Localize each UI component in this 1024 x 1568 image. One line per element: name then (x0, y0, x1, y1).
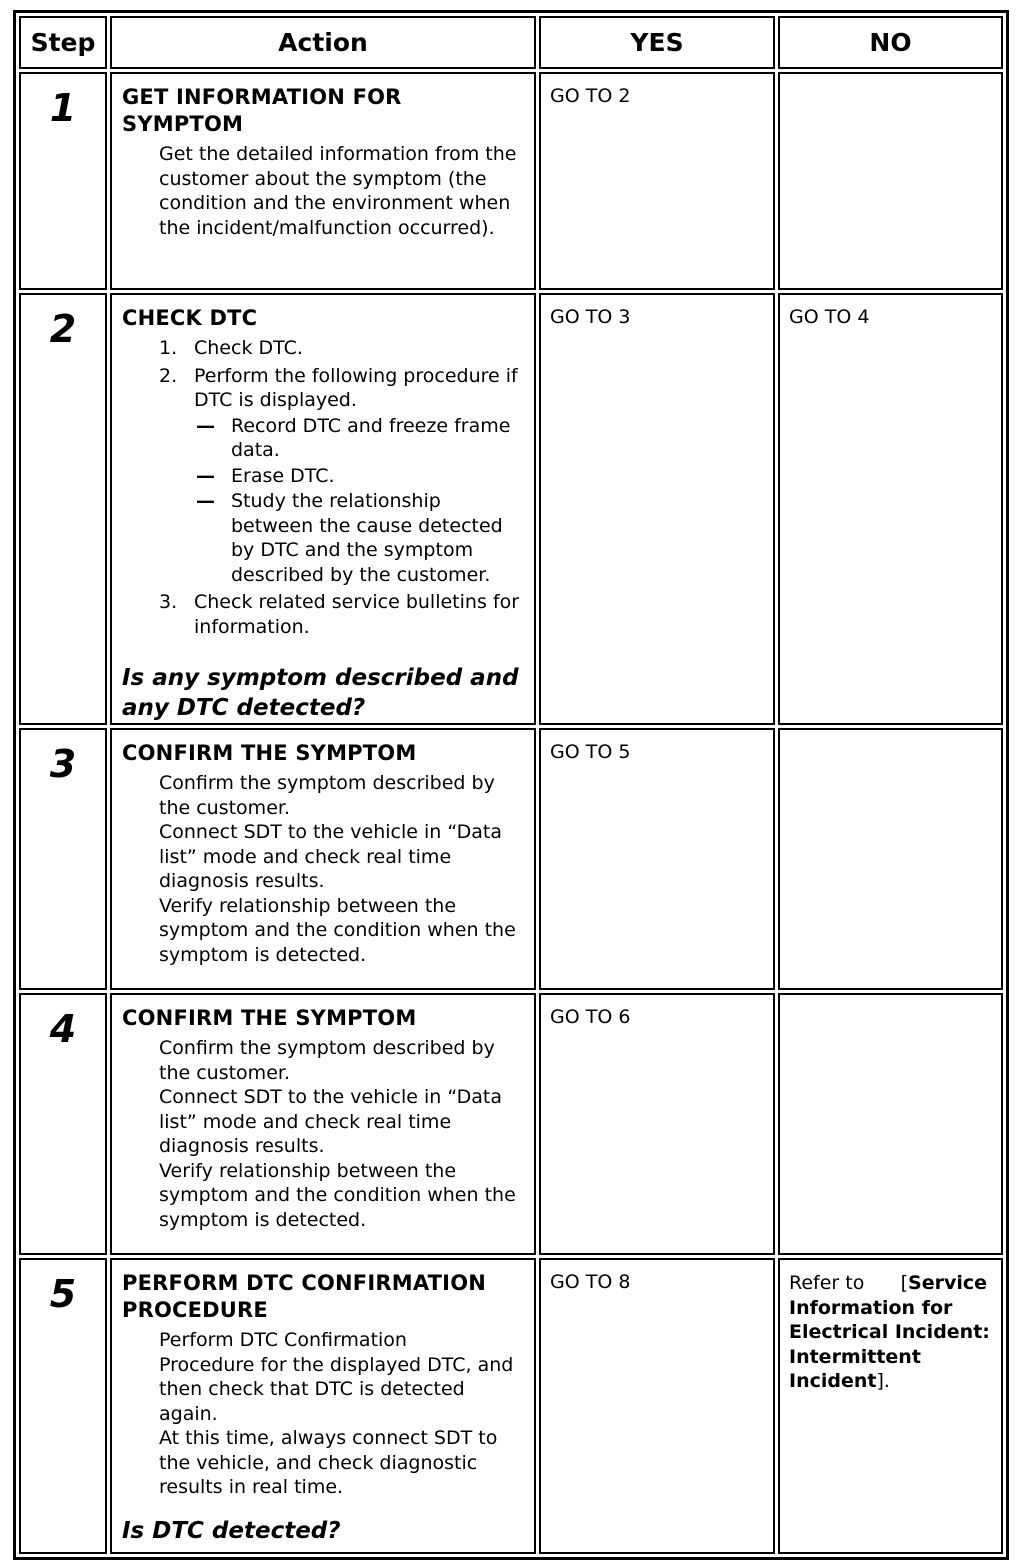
yes-cell: GO TO 8 (539, 1258, 775, 1554)
question-text: Is any symptom described and any DTC detected? (122, 665, 519, 721)
sub-item-text: Study the relationship between the cause detected by DTC and the symptom described by the customer. (231, 490, 503, 586)
action-line: Perform DTC Confirmation (159, 1329, 407, 1351)
action-line: Get the detailed information from the customer about the symptom (the condition and the environment when the incident/malfunction occurred). (159, 143, 517, 239)
action-text (159, 142, 524, 240)
sub-item (194, 464, 524, 489)
action-cell (110, 728, 536, 990)
yes-cell: GO TO 6 (539, 993, 775, 1255)
no-cell (778, 72, 1003, 290)
no-cell (778, 1258, 1003, 1554)
item-number: 3. (159, 591, 178, 613)
action-cell (110, 293, 536, 725)
yes-cell: GO TO 3 (539, 293, 775, 725)
table-row (19, 993, 1003, 1255)
item-text: Check related service bulletins for information. (194, 591, 520, 638)
list-item (159, 590, 524, 639)
action-cell (110, 1258, 536, 1554)
question-text: Is DTC detected? (122, 1517, 341, 1544)
table-row (19, 72, 1003, 290)
table-row (19, 1258, 1003, 1554)
action-line: Connect SDT to the vehicle in “Data list” mode and check real time diagnosis results. (159, 821, 502, 892)
action-title: PERFORM DTC CONFIRMATION PROCEDURE (122, 1271, 487, 1322)
dash-mark: — (196, 414, 215, 437)
header-row (19, 16, 1003, 69)
action-text (159, 1036, 524, 1232)
step-number: 1 (19, 72, 107, 290)
no-cell (778, 728, 1003, 990)
dash-mark: — (196, 490, 215, 512)
sub-item (194, 489, 524, 587)
step-number: 3 (19, 728, 107, 990)
yes-cell: GO TO 2 (539, 72, 775, 290)
item-number: 2. (159, 364, 178, 387)
reference-link[interactable]: Service Information for Electrical Incident: Intermittent Incident (789, 1272, 990, 1392)
reference-prefix: Refer to (789, 1272, 865, 1294)
action-text (159, 1328, 524, 1500)
reference-close: ]. (876, 1370, 890, 1392)
list-item (159, 364, 524, 588)
header-step: Step (19, 16, 107, 69)
dash-mark: — (196, 464, 215, 487)
action-cell (110, 72, 536, 290)
step-number: 4 (19, 993, 107, 1255)
action-line: Verify relationship between the symptom and the condition when the symptom is detected. (159, 894, 516, 966)
action-line: Confirm the symptom described by the customer. (159, 1037, 495, 1084)
header-yes: YES (539, 16, 775, 69)
action-title: GET INFORMATION FOR SYMPTOM (122, 85, 402, 136)
table-row (19, 728, 1003, 990)
action-line: At this time, always connect SDT to the vehicle, and check diagnostic results in real time. (159, 1427, 498, 1498)
action-line: Procedure for the displayed DTC, and then check that DTC is detected again. (159, 1353, 514, 1425)
item-number: 1. (159, 337, 178, 359)
no-cell: GO TO 4 (778, 293, 1003, 725)
step-number: 2 (19, 293, 107, 725)
procedure-list (122, 336, 524, 639)
diagnosis-table (13, 10, 1009, 1560)
action-title: CHECK DTC (122, 306, 258, 330)
action-title: CONFIRM THE SYMPTOM (122, 741, 417, 765)
sub-list (194, 414, 524, 588)
action-line: Verify relationship between the symptom and the condition when the symptom is detected. (159, 1159, 516, 1231)
reference-open: [ (900, 1272, 909, 1294)
action-line: Connect SDT to the vehicle in “Data list” mode and check real time diagnosis results. (159, 1086, 502, 1157)
sub-item (194, 414, 524, 463)
action-title: CONFIRM THE SYMPTOM (122, 1006, 417, 1030)
header-no: NO (778, 16, 1003, 69)
sub-item-text: Erase DTC. (231, 464, 335, 487)
item-text: Perform the following procedure if DTC is displayed. (194, 364, 518, 411)
action-cell (110, 993, 536, 1255)
action-text (159, 771, 524, 967)
action-line: Confirm the symptom described by the customer. (159, 772, 495, 819)
table-row (19, 293, 1003, 725)
header-action: Action (110, 16, 536, 69)
item-text: Check DTC. (194, 337, 303, 359)
sub-item-text: Record DTC and freeze frame data. (231, 414, 511, 461)
step-number: 5 (19, 1258, 107, 1554)
reference-text (789, 1271, 992, 1394)
yes-cell: GO TO 5 (539, 728, 775, 990)
no-cell (778, 993, 1003, 1255)
list-item (159, 336, 524, 361)
